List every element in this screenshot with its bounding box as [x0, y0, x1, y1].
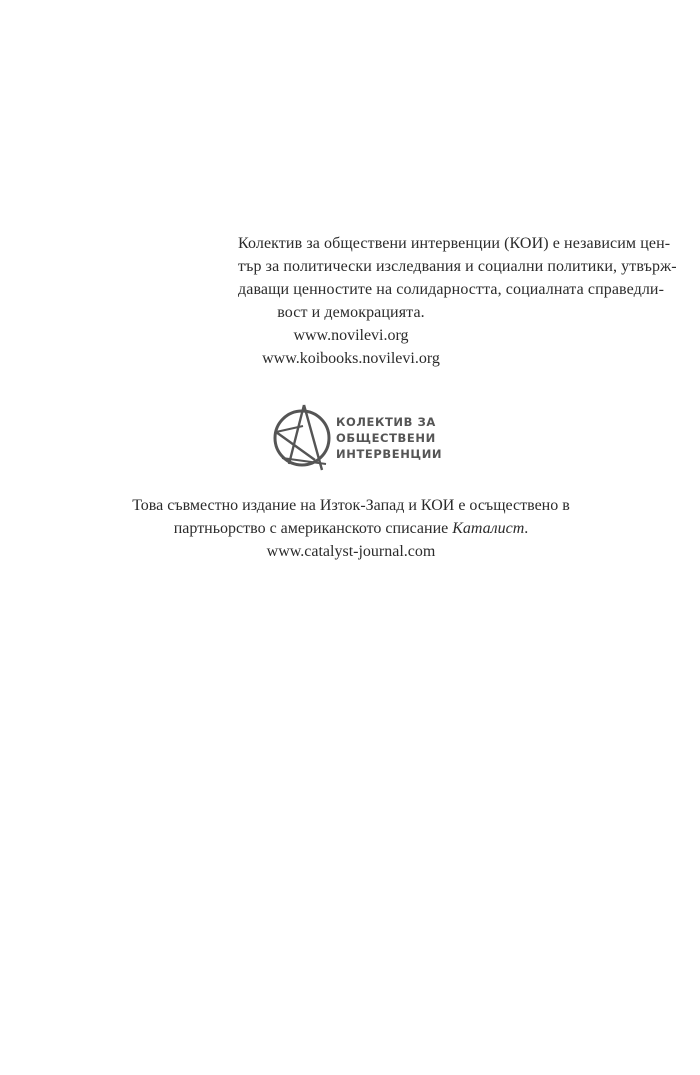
- description-line-1: Колектив за обществени интервенции (КОИ) е независим цен-: [238, 235, 671, 252]
- logo-line-1: КОЛЕКТИВ ЗА: [336, 415, 436, 429]
- catalyst-link[interactable]: www.catalyst-journal.com: [266, 543, 436, 560]
- logo-wordmark: [336, 414, 442, 462]
- partnership-line-2: [70, 517, 632, 540]
- journal-name: Каталист: [452, 520, 525, 537]
- description-line-3: даващи ценностите на солидарността, социалната справедли-: [238, 281, 665, 298]
- description-line-4: вост и демокрацията.: [277, 304, 425, 321]
- organization-description: [238, 232, 677, 370]
- partnership-note: [70, 494, 632, 563]
- partnership-line-2-prefix: партньорство с американското списание: [173, 520, 453, 537]
- description-paragraph: [238, 232, 677, 324]
- koi-logo: [270, 402, 443, 474]
- logo-line-2: ОБЩЕСТВЕНИ: [336, 431, 436, 445]
- partnership-line-2-suffix: .: [524, 520, 529, 537]
- koibooks-link[interactable]: www.koibooks.novilevi.org: [262, 350, 440, 367]
- partnership-line-1: Това съвместно издание на Изток-Запад и КОИ е осъществено в: [132, 497, 570, 514]
- novilevi-link[interactable]: www.novilevi.org: [293, 327, 409, 344]
- description-line-2: тър за политически изследвания и социални политики, утвърж-: [238, 258, 677, 275]
- logo-line-3: ИНТЕРВЕНЦИИ: [336, 447, 443, 461]
- koi-logo-mark-icon: [270, 402, 340, 474]
